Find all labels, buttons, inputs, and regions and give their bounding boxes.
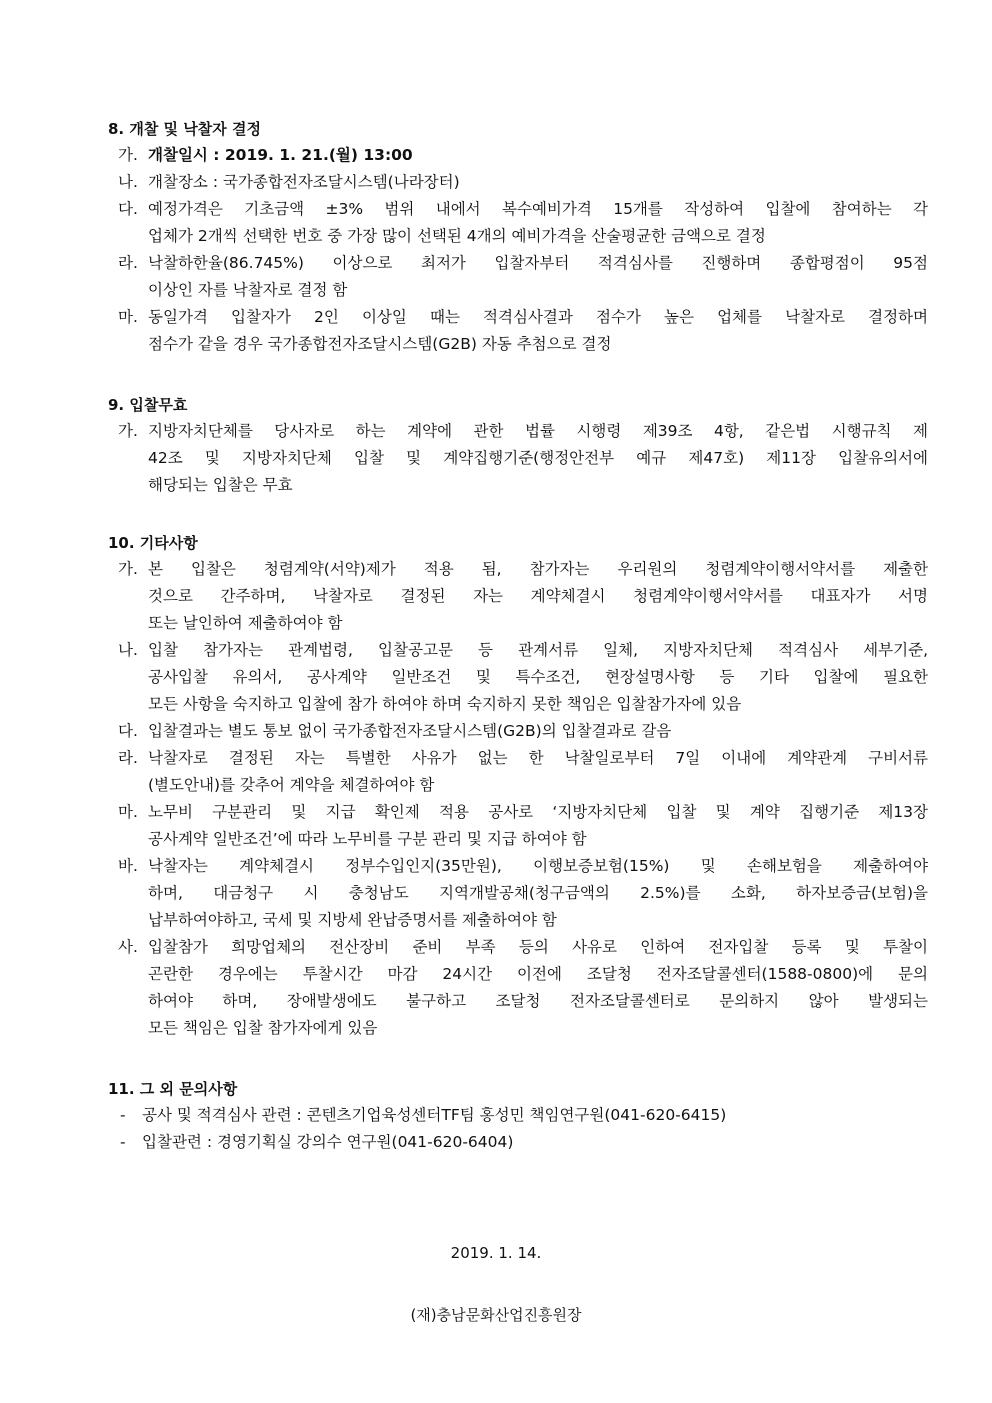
item-text <box>148 745 928 799</box>
item-line: 지방자치단체를 당사자로 하는 계약에 관한 법률 시행령 제39조 4항, 같은법 시행규칙 제 <box>148 422 928 440</box>
list-item <box>118 250 928 304</box>
item-line: 점수가 같을 경우 국가종합전자조달시스템(G2B) 자동 추첨으로 결정 <box>148 335 612 353</box>
item-text <box>148 418 928 499</box>
item-marker: 다. <box>118 200 138 218</box>
item-line: 낙찰하한율(86.745%) 이상으로 최저가 입찰자부터 적격심사를 진행하며 종합평점이 95점 <box>148 254 928 272</box>
item-marker: 다. <box>118 722 138 740</box>
section-title: 11. 그 외 문의사항 <box>108 1080 238 1098</box>
section-title: 9. 입찰무효 <box>108 396 188 414</box>
list-item <box>118 934 928 1042</box>
item-line: 낙찰자는 계약체결시 정부수입인지(35만원), 이행보증보험(15%) 및 손해보험을 제출하여야 <box>148 857 928 875</box>
item-line: 하여야 하며, 장애발생에도 불구하고 조달청 전자조달콜센터로 문의하지 않아 발생되는 <box>148 992 928 1010</box>
item-line: 이상인 자를 낙찰자로 결정 함 <box>148 281 348 299</box>
item-text <box>148 304 928 358</box>
item-text: 입찰관련 : 경영기획실 강의수 연구원(041-620-6404) <box>142 1133 514 1151</box>
item-text <box>148 250 928 304</box>
item-marker: - <box>120 1106 126 1124</box>
item-marker: 마. <box>118 308 138 326</box>
contact-item <box>120 1129 928 1156</box>
section-10 <box>108 530 928 1042</box>
item-line: 낙찰자로 결정된 자는 특별한 사유가 없는 한 낙찰일로부터 7일 이내에 계약관계 구비서류 <box>148 749 928 767</box>
list-item <box>118 418 928 499</box>
item-marker: 바. <box>118 857 138 875</box>
list-item <box>118 304 928 358</box>
item-line: (별도안내)를 갖추어 계약을 체결하여야 함 <box>148 776 435 794</box>
item-line: 업체가 2개씩 선택한 번호 중 가장 많이 선택된 4개의 예비가격을 산술평균한 금액으로 결정 <box>148 227 766 245</box>
item-text <box>148 853 928 934</box>
list-item <box>118 556 928 637</box>
item-line: 또는 날인하여 제출하여야 함 <box>148 614 343 632</box>
item-line: 공사계약 일반조건’에 따라 노무비를 구분 관리 및 지급 하여야 함 <box>148 830 587 848</box>
issuer-name: (재)충남문화산업진흥원장 <box>410 1306 582 1324</box>
item-text <box>148 718 928 745</box>
contact-item <box>120 1102 928 1129</box>
item-text <box>148 556 928 637</box>
list-item <box>118 169 928 196</box>
item-text <box>148 934 928 1042</box>
item-line: 본 입찰은 청렴계약(서약)제가 적용 됨, 참가자는 우리원의 청렴계약이행서약서를 제출한 <box>148 560 928 578</box>
item-line: 모든 사항을 숙지하고 입찰에 참가 하여야 하며 숙지하지 못한 책임은 입찰참가자에 있음 <box>148 695 742 713</box>
item-line: 공사입찰 유의서, 공사계약 일반조건 및 특수조건, 현장설명사항 등 기타 입찰에 필요한 <box>148 668 928 686</box>
item-line: 예정가격은 기초금액 ±3% 범위 내에서 복수예비가격 15개를 작성하여 입찰에 참여하는 각 <box>148 200 928 218</box>
item-line: 하며, 대금청구 시 충청남도 지역개발공채(청구금액의 2.5%)를 소화, 하자보증금(보험)을 <box>148 884 928 902</box>
section-title: 10. 기타사항 <box>108 534 198 552</box>
section-title: 8. 개찰 및 낙찰자 결정 <box>108 120 261 138</box>
item-line: 노무비 구분관리 및 지급 확인제 적용 공사로 ‘지방자치단체 입찰 및 계약 집행기준 제13장 <box>148 803 928 821</box>
item-marker: 사. <box>118 938 138 956</box>
item-marker: 나. <box>118 173 138 191</box>
item-line: 모든 책임은 입찰 참가자에게 있음 <box>148 1019 378 1037</box>
item-line: 개찰장소 : 국가종합전자조달시스템(나라장터) <box>148 173 460 191</box>
section-11 <box>108 1076 928 1156</box>
item-line: 42조 및 지방자치단체 입찰 및 계약집행기준(행정안전부 예규 제47호) 제11장 입찰유의서에 <box>148 449 928 467</box>
item-text <box>148 196 928 250</box>
item-line: 입찰 참가자는 관계법령, 입찰공고문 등 관계서류 일체, 지방자치단체 적격심사 세부기준, <box>148 641 928 659</box>
list-item <box>118 853 928 934</box>
item-line: 입찰결과는 별도 통보 없이 국가종합전자조달시스템(G2B)의 입찰결과로 갈음 <box>148 722 672 740</box>
list-item <box>118 799 928 853</box>
item-marker: 가. <box>118 146 138 164</box>
item-text <box>148 799 928 853</box>
item-marker: 라. <box>118 254 138 272</box>
list-item <box>118 637 928 718</box>
list-item <box>118 718 928 745</box>
item-line: 동일가격 입찰자가 2인 이상일 때는 적격심사결과 점수가 높은 업체를 낙찰자로 결정하며 <box>148 308 928 326</box>
item-text <box>148 142 928 169</box>
item-marker: 마. <box>118 803 138 821</box>
item-text <box>148 637 928 718</box>
item-line: 해당되는 입찰은 무효 <box>148 476 293 494</box>
item-line: 개찰일시 : 2019. 1. 21.(월) 13:00 <box>148 146 413 164</box>
section-9 <box>108 392 928 499</box>
list-item <box>118 142 928 169</box>
item-line: 납부하여야하고, 국세 및 지방세 완납증명서를 제출하여야 함 <box>148 911 557 929</box>
item-text: 공사 및 적격심사 관련 : 콘텐츠기업육성센터TF팀 홍성민 책임연구원(041-620-6415) <box>142 1106 727 1124</box>
section-8 <box>108 116 928 358</box>
item-line: 것으로 간주하며, 낙찰자로 결정된 자는 계약체결시 청렴계약이행서약서를 대표자가 서명 <box>148 587 928 605</box>
item-marker: 가. <box>118 560 138 578</box>
item-line: 입찰참가 희망업체의 전산장비 준비 부족 등의 사유로 인하여 전자입찰 등록 및 투찰이 <box>148 938 928 956</box>
document-date: 2019. 1. 14. <box>450 1244 542 1262</box>
item-text <box>148 169 928 196</box>
item-marker: 라. <box>118 749 138 767</box>
item-line: 곤란한 경우에는 투찰시간 마감 24시간 이전에 조달청 전자조달콜센터(1588-0800)에 문의 <box>148 965 928 983</box>
item-marker: 가. <box>118 422 138 440</box>
item-marker: 나. <box>118 641 138 659</box>
list-item <box>118 745 928 799</box>
item-marker: - <box>120 1133 126 1151</box>
list-item <box>118 196 928 250</box>
